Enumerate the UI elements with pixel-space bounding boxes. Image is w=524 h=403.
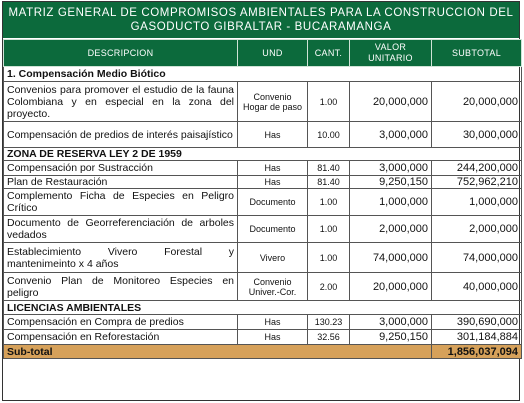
item-unit: Documento [238,216,308,243]
item-subtotal: 244,200,000 [432,161,522,176]
table-row [4,273,522,301]
section-title: ZONA DE RESERVA LEY 2 DE 1959 [4,148,522,161]
item-unit-value: 1,000,000 [350,189,432,216]
item-description: Convenio Plan de Monitoreo Especies en peligro [4,273,238,301]
table-row [4,189,522,216]
item-quantity: 1.00 [308,216,350,243]
table-row [4,122,522,148]
item-quantity: 81.40 [308,161,350,176]
item-quantity: 130.23 [308,315,350,330]
item-subtotal: 2,000,000 [432,216,522,243]
table-title [3,2,519,39]
item-subtotal: 301,184,884 [432,330,522,345]
item-subtotal: 40,000,000 [432,273,522,301]
item-unit-value: 20,000,000 [350,273,432,301]
col-header-valor-unitario: VALOR UNITARIO [350,40,432,67]
compromisos-table [3,39,522,359]
item-description: Documento de Georreferenciación de arboles vedados [4,216,238,243]
item-description: Compensación de predios de interés paisajístico [4,122,238,148]
item-unit: Has [238,330,308,345]
table-row [4,243,522,273]
subtotal-label: Sub-total [4,345,432,359]
item-subtotal: 20,000,000 [432,82,522,122]
item-quantity: 2.00 [308,273,350,301]
table-body [4,67,522,345]
compromisos-table-sheet [2,1,520,401]
item-unit: Has [238,122,308,148]
section-title: 1. Compensación Medio Biótico [4,67,522,82]
item-subtotal: 74,000,000 [432,243,522,273]
item-description: Complemento Ficha de Especies en Peligro Crítico [4,189,238,216]
item-unit-value: 9,250,150 [350,176,432,189]
item-unit-value: 20,000,000 [350,82,432,122]
subtotal-value: 1,856,037,094 [432,345,522,359]
item-unit: Has [238,161,308,176]
table-row [4,330,522,345]
col-header-cant: CANT. [308,40,350,67]
table-row [4,82,522,122]
item-quantity: 1.00 [308,243,350,273]
title-line-2: GASODUCTO GIBRALTAR - BUCARAMANGA [130,21,392,33]
item-subtotal: 390,690,000 [432,315,522,330]
item-quantity: 32.56 [308,330,350,345]
item-description: Plan de Restauración [4,176,238,189]
item-subtotal: 1,000,000 [432,189,522,216]
item-unit: Documento [238,189,308,216]
item-unit: Vivero [238,243,308,273]
item-unit: Convenio Hogar de paso [238,82,308,122]
title-line-1: MATRIZ GENERAL DE COMPROMISOS AMBIENTALES PARA LA CONSTRUCCION DEL [8,7,514,19]
col-header-und: UND [238,40,308,67]
item-unit-value: 9,250,150 [350,330,432,345]
item-quantity: 81.40 [308,176,350,189]
section-title: LICENCIAS AMBIENTALES [4,301,522,315]
col-header-descripcion: DESCRIPCION [4,40,238,67]
table-row [4,315,522,330]
table-row [4,176,522,189]
item-description: Compensación en Reforestación [4,330,238,345]
col-header-subtotal: SUBTOTAL [432,40,522,67]
item-description: Compensación en Compra de predios [4,315,238,330]
item-unit-value: 3,000,000 [350,315,432,330]
item-unit: Has [238,315,308,330]
item-unit-value: 74,000,000 [350,243,432,273]
item-description: Establecimiento Vivero Forestal y mantenimeinto x 4 años [4,243,238,273]
section-row [4,301,522,315]
item-unit: Convenio Univer.-Cor. [238,273,308,301]
item-subtotal: 752,962,210 [432,176,522,189]
item-unit-value: 3,000,000 [350,161,432,176]
table-row [4,161,522,176]
item-quantity: 10.00 [308,122,350,148]
item-description: Compensación por Sustracción [4,161,238,176]
item-unit-value: 2,000,000 [350,216,432,243]
item-quantity: 1.00 [308,189,350,216]
subtotal-row [4,345,522,359]
item-description: Convenios para promover el estudio de la fauna Colombiana y en especial en la zona del proyecto. [4,82,238,122]
table-row [4,216,522,243]
item-subtotal: 30,000,000 [432,122,522,148]
item-unit-value: 3,000,000 [350,122,432,148]
header-row [4,40,522,67]
section-row [4,148,522,161]
item-quantity: 1.00 [308,82,350,122]
item-unit: Has [238,176,308,189]
section-row [4,67,522,82]
